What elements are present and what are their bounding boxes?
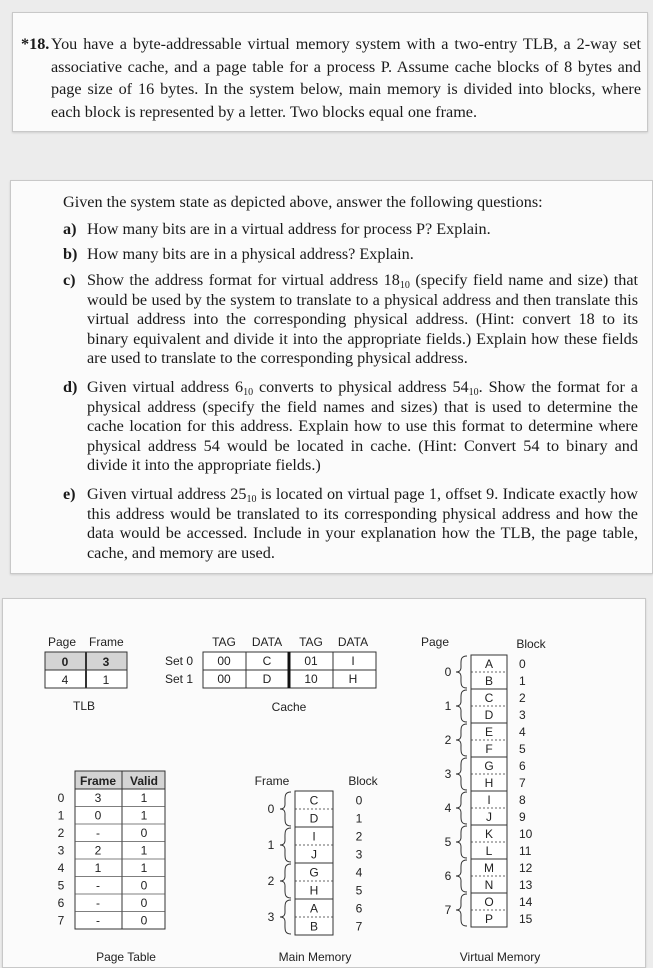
problem-card [12, 12, 648, 132]
main-memory-block-number: 1 [355, 811, 363, 826]
virtual-memory-block-letter: K [484, 827, 494, 841]
page-table-frame: 3 [94, 791, 102, 805]
page-table-valid: 1 [140, 808, 148, 823]
subscript: 10 [399, 280, 410, 291]
virtual-memory-page-number: 5 [444, 835, 452, 849]
main-memory-block-number: 0 [355, 793, 363, 808]
virtual-memory-block-letter: M [484, 861, 494, 875]
main-memory-block-number: 3 [355, 847, 363, 862]
virtual-memory-block-number: 2 [519, 691, 526, 705]
virtual-memory-block-letter: L [485, 844, 493, 858]
page-table-frame: - [96, 913, 100, 928]
problem-statement [21, 33, 641, 123]
question-text: How many bits are in a physical address? Explain. [87, 245, 414, 263]
questions-intro: Given the system state as depicted above, answer the following questions: [63, 193, 543, 211]
question-c [63, 271, 638, 369]
virtual-memory-block-number: 13 [519, 878, 533, 892]
text-part: . Show the format for a physical address (specify the field names and sizes) that is used to determine the cache location for this address. Explain how to use this format to determine where physical address 54 would be located in cache. (Hint: Convert 54 to binary and divide it into the appropriate fields.) [87, 378, 638, 475]
page-table-valid: 0 [140, 878, 148, 893]
main-memory-block-letter: I [312, 829, 316, 844]
page-table-index: 2 [57, 826, 65, 840]
virtual-memory-block-number: 5 [519, 742, 526, 756]
cache-header: DATA [251, 635, 283, 649]
page-table-header: Valid [129, 774, 159, 788]
virtual-memory-block-number: 14 [519, 895, 533, 909]
question-text [87, 485, 638, 563]
cache-set-label: Set 0 [165, 654, 194, 668]
page-table-header: Frame [79, 774, 117, 788]
text-part: Given virtual address 6 [87, 378, 244, 396]
page-table-index: 6 [57, 896, 65, 910]
tlb-cell: 4 [61, 673, 69, 687]
virtual-memory-block-letter: N [484, 878, 494, 892]
virtual-memory-block-letter: A [484, 657, 494, 671]
cache-header: TAG [212, 635, 236, 649]
question-label: e) [63, 485, 76, 503]
subscript: 10 [246, 494, 257, 505]
main-memory-block-letter: G [309, 865, 319, 880]
virtual-memory-block-number: 1 [519, 674, 526, 688]
brace-shape [280, 864, 291, 898]
virtual-memory-block-letter: G [484, 759, 494, 773]
virtual-memory-block-number: 4 [519, 725, 526, 739]
page-table-valid: 1 [140, 861, 148, 875]
main-memory-block-letter: H [309, 883, 319, 898]
main-memory-block-letter: C [309, 793, 319, 808]
virtual-memory-page-number: 7 [444, 903, 452, 917]
virtual-memory-page-number: 2 [444, 733, 452, 747]
main-memory-block-number: 6 [355, 901, 363, 916]
virtual-memory-block-number: 15 [519, 912, 533, 926]
virtual-memory-block-number: 8 [519, 793, 526, 807]
main-memory-block-number: 2 [355, 829, 363, 844]
virtual-memory-block-number: 3 [519, 708, 526, 722]
subscript: 10 [468, 387, 479, 398]
page-table [58, 771, 165, 964]
question-label: b) [63, 245, 78, 263]
page-table-frame: 1 [94, 861, 102, 875]
page-table-valid: 1 [140, 791, 148, 805]
virtual-memory-page-number: 4 [444, 801, 452, 815]
problem-number: *18. [21, 35, 50, 53]
page-table-index: 4 [57, 861, 65, 875]
virtual-memory-block-letter: C [484, 691, 494, 705]
main-memory-block-letter: A [309, 901, 319, 916]
memory-diagram [3, 599, 645, 967]
page-table-caption: Page Table [96, 950, 156, 964]
question-label: d) [63, 378, 78, 396]
main-memory-block-header: Block [348, 774, 378, 788]
cache-set-label: Set 1 [165, 672, 194, 686]
cache-caption: Cache [271, 700, 307, 714]
cache-header: TAG [299, 635, 323, 649]
virtual-memory [421, 635, 547, 964]
page-table-frame: 2 [94, 843, 102, 858]
virtual-memory-block-letter: O [484, 895, 494, 909]
main-memory-frame-number: 2 [267, 874, 275, 888]
virtual-memory-page-header: Page [420, 635, 450, 649]
virtual-memory-block-number: 0 [519, 657, 526, 671]
virtual-memory-block-letter: F [485, 742, 493, 756]
brace-shape [456, 690, 467, 722]
main-memory-caption: Main Memory [278, 950, 352, 964]
brace-shape [280, 900, 291, 934]
virtual-memory-page-number: 3 [444, 767, 452, 781]
cache-cell: H [348, 672, 358, 686]
virtual-memory-block-number: 6 [519, 759, 526, 773]
text-part: Given virtual address 25 [87, 485, 247, 503]
main-memory-block-letter: J [311, 847, 317, 862]
main-memory-rows [268, 792, 363, 934]
tlb-header-frame: Frame [89, 635, 124, 649]
page-table-valid: 0 [140, 896, 148, 910]
page-table-index: 3 [57, 843, 65, 858]
tlb [45, 635, 127, 713]
questions-card [10, 180, 653, 574]
virtual-memory-block-letter: D [484, 708, 494, 722]
text-part: is located on virtual page 1, offset 9. Indicate exactly how this address would be translated to its corresponding physical address and how the data would be accessed. Include in your explanation how the TLB, the page table, cache, and memory are used. [87, 485, 638, 562]
main-memory-frame-number: 1 [267, 838, 275, 852]
cache-cell: I [351, 654, 355, 668]
text-part: converts to physical address 54 [253, 378, 469, 396]
brace-shape [456, 894, 467, 926]
main-memory [255, 774, 379, 964]
cache [165, 635, 376, 714]
cache-cell: C [262, 654, 272, 668]
question-d [63, 378, 638, 476]
virtual-memory-block-letter: B [484, 674, 494, 688]
virtual-memory-block-number: 11 [519, 844, 532, 858]
virtual-memory-rows [445, 656, 533, 926]
page-table-index: 0 [57, 791, 65, 805]
brace-shape [456, 792, 467, 824]
question-label: a) [63, 220, 77, 238]
page-table-frame: - [96, 826, 100, 840]
page-table-frame: - [96, 896, 100, 910]
main-memory-block-number: 7 [355, 919, 363, 934]
tlb-cell: 0 [61, 655, 69, 669]
virtual-memory-block-number: 7 [519, 776, 526, 790]
page-table-index: 5 [57, 878, 65, 893]
cache-cell: 10 [304, 672, 318, 686]
cache-cell: D [262, 672, 272, 686]
page-table-frame: - [96, 878, 100, 893]
question-a [63, 220, 638, 240]
virtual-memory-block-letter: J [486, 810, 492, 824]
tlb-cell: 1 [102, 673, 110, 687]
diagram-card [2, 598, 646, 968]
cache-header: DATA [337, 635, 369, 649]
virtual-memory-block-number: 10 [519, 827, 533, 841]
virtual-memory-block-letter: H [484, 776, 494, 790]
main-memory-frame-number: 0 [267, 802, 275, 816]
virtual-memory-block-header: Block [516, 637, 546, 651]
subscript: 10 [243, 387, 254, 398]
question-e [63, 485, 638, 563]
brace-shape [456, 826, 467, 858]
cache-cell: 00 [217, 654, 231, 668]
virtual-memory-page-number: 0 [444, 665, 452, 679]
page-table-frame: 0 [94, 808, 102, 823]
page-table-index: 7 [57, 913, 65, 928]
text-part: (specify field name and size) that would be used by the system to translate to a physical address and then translate this virtual address into the corresponding physical address. (Hint: convert 18 to its binary equivalent and divide it into the appropriate fields.) Explain how these fields are used to translate to the corresponding physical address. [87, 271, 639, 368]
virtual-memory-block-letter: I [487, 793, 491, 807]
virtual-memory-page-number: 6 [444, 869, 452, 883]
text-part: Show the address format for virtual address 18 [87, 271, 400, 289]
page-table-valid: 1 [140, 843, 148, 858]
brace-shape [280, 792, 291, 826]
page-table-valid: 0 [140, 826, 148, 840]
cache-cell: 00 [217, 672, 231, 686]
brace-shape [456, 656, 467, 688]
virtual-memory-block-letter: P [484, 912, 494, 926]
question-b [63, 245, 638, 265]
virtual-memory-page-number: 1 [444, 699, 452, 713]
brace-shape [280, 828, 291, 862]
main-memory-block-number: 5 [355, 883, 363, 898]
tlb-header-page: Page [48, 635, 77, 649]
brace-shape [456, 724, 467, 756]
question-label: c) [63, 271, 76, 289]
page-table-index: 1 [57, 808, 65, 823]
question-text: How many bits are in a virtual address for process P? Explain. [87, 220, 491, 238]
main-memory-block-number: 4 [355, 865, 363, 880]
brace-shape [456, 758, 467, 790]
virtual-memory-block-number: 12 [519, 861, 533, 875]
main-memory-frame-header: Frame [254, 774, 290, 788]
virtual-memory-caption: Virtual Memory [459, 950, 541, 964]
virtual-memory-block-letter: E [484, 725, 494, 739]
main-memory-block-letter: D [309, 811, 319, 826]
question-text [87, 378, 638, 476]
main-memory-block-letter: B [309, 919, 319, 934]
cache-cell: 01 [304, 654, 318, 668]
tlb-caption: TLB [73, 699, 96, 713]
tlb-cell: 3 [102, 655, 110, 669]
page-table-valid: 0 [140, 913, 148, 928]
virtual-memory-block-number: 9 [519, 810, 526, 824]
main-memory-frame-number: 3 [267, 910, 275, 924]
brace-shape [456, 860, 467, 892]
problem-text: You have a byte-addressable virtual memory system with a two-entry TLB, a 2-way set associative cache, and a page table for a process P. Assume cache blocks of 8 bytes and page size of 16 bytes. In the system below, main memory is divided into blocks, where each block is represented by a letter. Two blocks equal one frame. [51, 35, 641, 121]
question-text [87, 271, 638, 369]
